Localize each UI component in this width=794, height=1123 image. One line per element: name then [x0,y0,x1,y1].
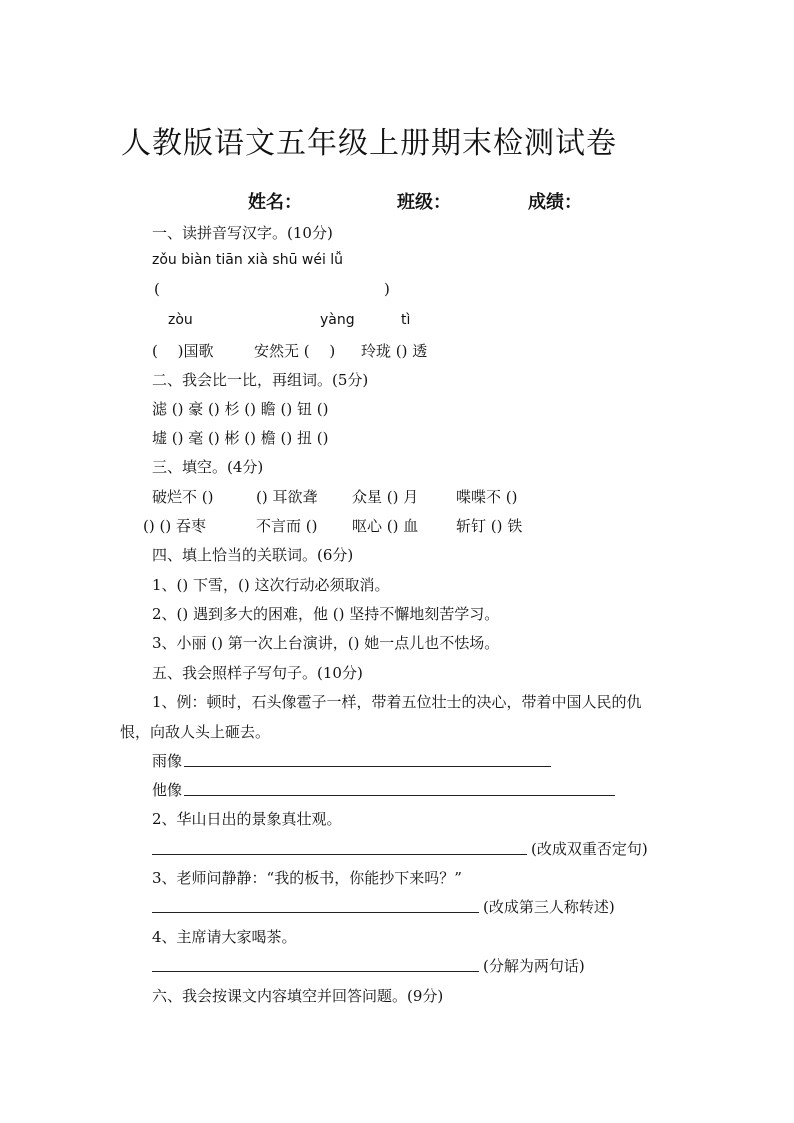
score-label: 成绩： [528,192,582,213]
pinyin-line: zǒu biàn tiān xià shū wéi lǚ [152,252,344,268]
idiom-item: 不言而 () [256,517,318,535]
answer-blank-close: ) [384,280,390,298]
question-2: 2、华山日出的景象真壮观。 [152,810,342,828]
answer-line [152,971,479,972]
conjunction-item: 2、() 遇到多大的困难，他 () 坚持不懈地刻苦学习。 [152,605,500,623]
example-line-2: 恨，向敌人头上砸去。 [120,723,271,741]
word-linglong: 玲珑 () 透 [361,342,428,360]
compare-row-1: 滤 () 豪 () 杉 () 瞻 () 钮 () [152,400,329,418]
idiom-item: 呕心 () 血 [352,517,419,535]
page-title: 人教版语文五年级上册期末检测试卷 [121,126,617,161]
answer-line [184,795,615,796]
conjunction-item: 1、() 下雪，() 这次行动必须取消。 [152,576,390,594]
idiom-item: 斩钉 () 铁 [456,517,523,535]
answer-blank-open: ( [154,280,160,298]
answer-line [152,854,527,855]
compare-row-2: 墟 () 毫 () 彬 () 檐 () 扭 () [152,429,329,447]
section-1-heading: 一、读拼音写汉字。(10分) [152,224,333,242]
rain-label: 雨像 [152,752,183,770]
pinyin-ti: tì [401,312,411,328]
section-6-heading: 六、我会按课文内容填空并回答问题。(9分) [152,987,444,1005]
idiom-item: 众星 () 月 [352,488,419,506]
class-label: 班级： [397,192,451,213]
pinyin-zou: zòu [168,312,193,328]
section-4-heading: 四、填上恰当的关联词。(6分) [152,546,354,564]
question-4-hint: (分解为两句话) [483,957,585,975]
idiom-item: 喋喋不 () [456,488,518,506]
idiom-item: () 耳欲聋 [256,488,318,506]
question-3-hint: (改成第三人称转述) [483,898,615,916]
question-4: 4、主席请大家喝茶。 [152,928,297,946]
question-2-hint: (改成双重否定句) [531,840,648,858]
he-label: 他像 [152,781,183,799]
section-5-heading: 五、我会照样子写句子。(10分) [152,664,363,682]
idiom-item: 破烂不 () [152,488,214,506]
example-line-1: 1、例：顿时，石头像雹子一样，带着五位壮士的决心，带着中国人民的仇 [152,693,642,711]
word-anranwu: 安然无 ( ) [254,342,336,360]
conjunction-item: 3、小丽 () 第一次上台演讲，() 她一点儿也不怯场。 [152,634,500,652]
idiom-item: () () 吞枣 [143,517,206,535]
pinyin-yang: yàng [320,312,355,328]
section-3-heading: 三、填空。(4分) [152,458,264,476]
answer-line [184,766,551,767]
word-guoge: ( )国歌 [152,342,214,360]
question-3: 3、老师问静静：“我的板书，你能抄下来吗？” [152,869,462,887]
section-2-heading: 二、我会比一比，再组词。(5分) [152,371,369,389]
answer-line [152,912,479,913]
name-label: 姓名： [248,192,302,213]
